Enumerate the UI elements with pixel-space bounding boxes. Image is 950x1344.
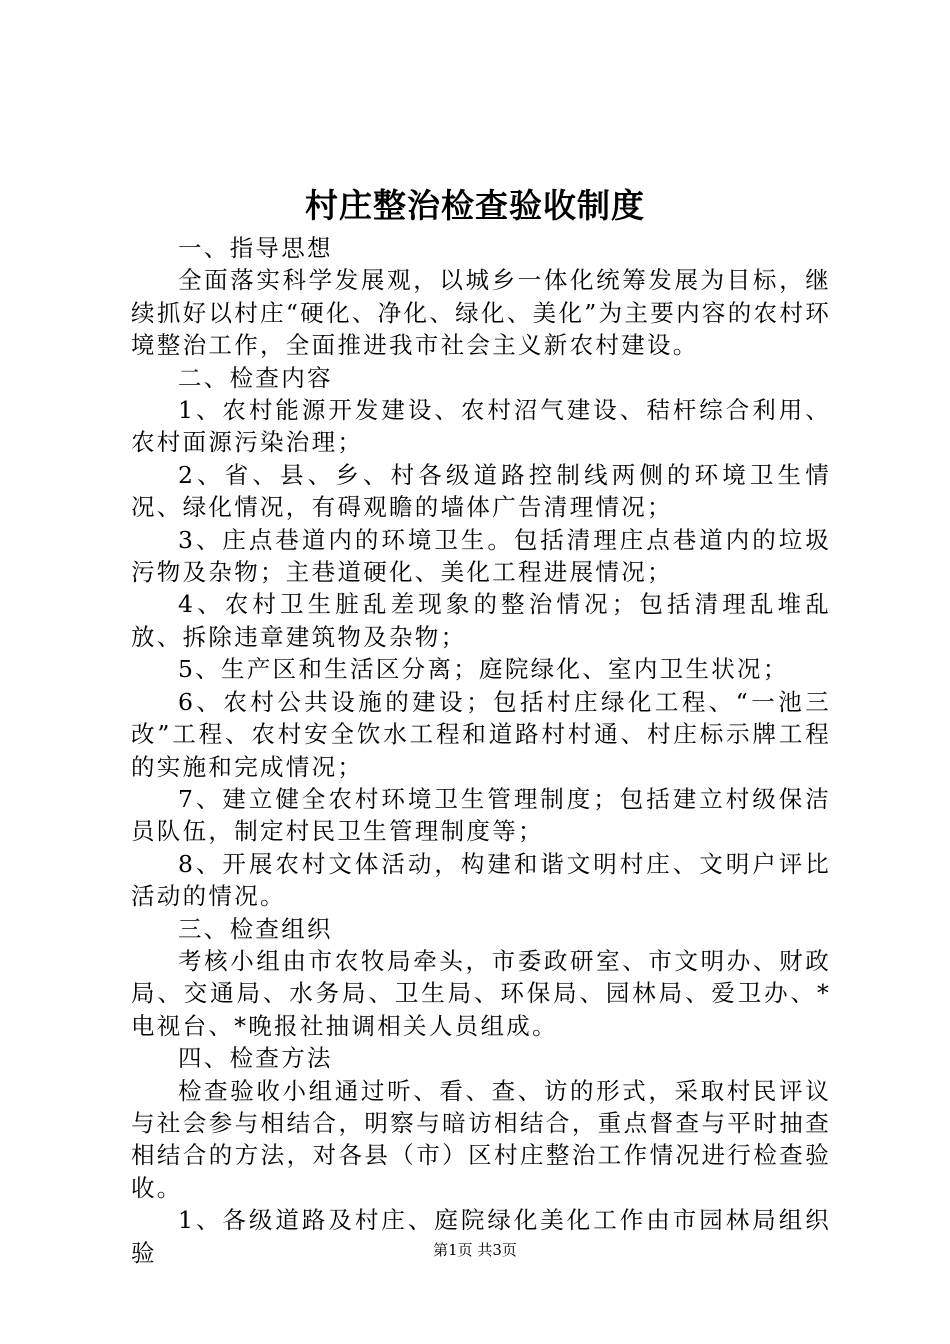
section-heading: 一、指导思想	[178, 234, 333, 262]
page-footer: 第1页 共3页	[433, 1241, 517, 1259]
list-item: 1、各级道路及村庄、庭院绿化美化工作由市园林局组织验	[131, 1206, 831, 1267]
section-heading: 四、检查方法	[178, 1044, 333, 1073]
list-item: 5、生产区和生活区分离；庭院绿化、室内卫生状况；	[178, 655, 789, 684]
list-item: 8、开展农村文体活动，构建和谐文明村庄、文明户评比活动的情况。	[131, 849, 831, 911]
section-heading: 二、检查内容	[178, 363, 333, 392]
list-item: 3、庄点巷道内的环境卫生。包括清理庄点巷道内的垃圾污物及杂物；主巷道硬化、美化工程进展情况；	[131, 525, 831, 587]
document-title: 村庄整治检查验收制度	[305, 186, 645, 225]
paragraph: 考核小组由市农牧局牵头，市委政研室、市文明办、财政局、交通局、水务局、卫生局、环保局、园林局、爱卫办、*电视台、*晚报社抽调相关人员组成。	[131, 946, 831, 1040]
document-body	[131, 232, 831, 1269]
list-item: 6、农村公共设施的建设；包括村庄绿化工程、“一池三改”工程、农村安全饮水工程和道路村村通、村庄标示牌工程的实施和完成情况；	[131, 687, 831, 781]
section-heading: 三、检查组织	[178, 914, 333, 943]
paragraph: 检查验收小组通过听、看、查、访的形式，采取村民评议与社会参与相结合，明察与暗访相结合，重点督查与平时抽查相结合的方法，对各县（市）区村庄整治工作情况进行检查验收。	[131, 1076, 831, 1202]
list-item: 4、农村卫生脏乱差现象的整治情况；包括清理乱堆乱放、拆除违章建筑物及杂物；	[131, 590, 831, 651]
list-item: 1、农村能源开发建设、农村沼气建设、秸杆综合利用、农村面源污染治理；	[131, 396, 831, 457]
list-item: 7、建立健全农村环境卫生管理制度；包括建立村级保洁员队伍，制定村民卫生管理制度等；	[131, 784, 831, 846]
list-item: 2、省、县、乡、村各级道路控制线两侧的环境卫生情况、绿化情况，有碍观瞻的墙体广告清理情况；	[131, 460, 831, 522]
paragraph: 全面落实科学发展观，以城乡一体化统筹发展为目标，继续抓好以村庄“硬化、净化、绿化、美化”为主要内容的农村环境整治工作，全面推进我市社会主义新农村建设。	[131, 266, 831, 360]
